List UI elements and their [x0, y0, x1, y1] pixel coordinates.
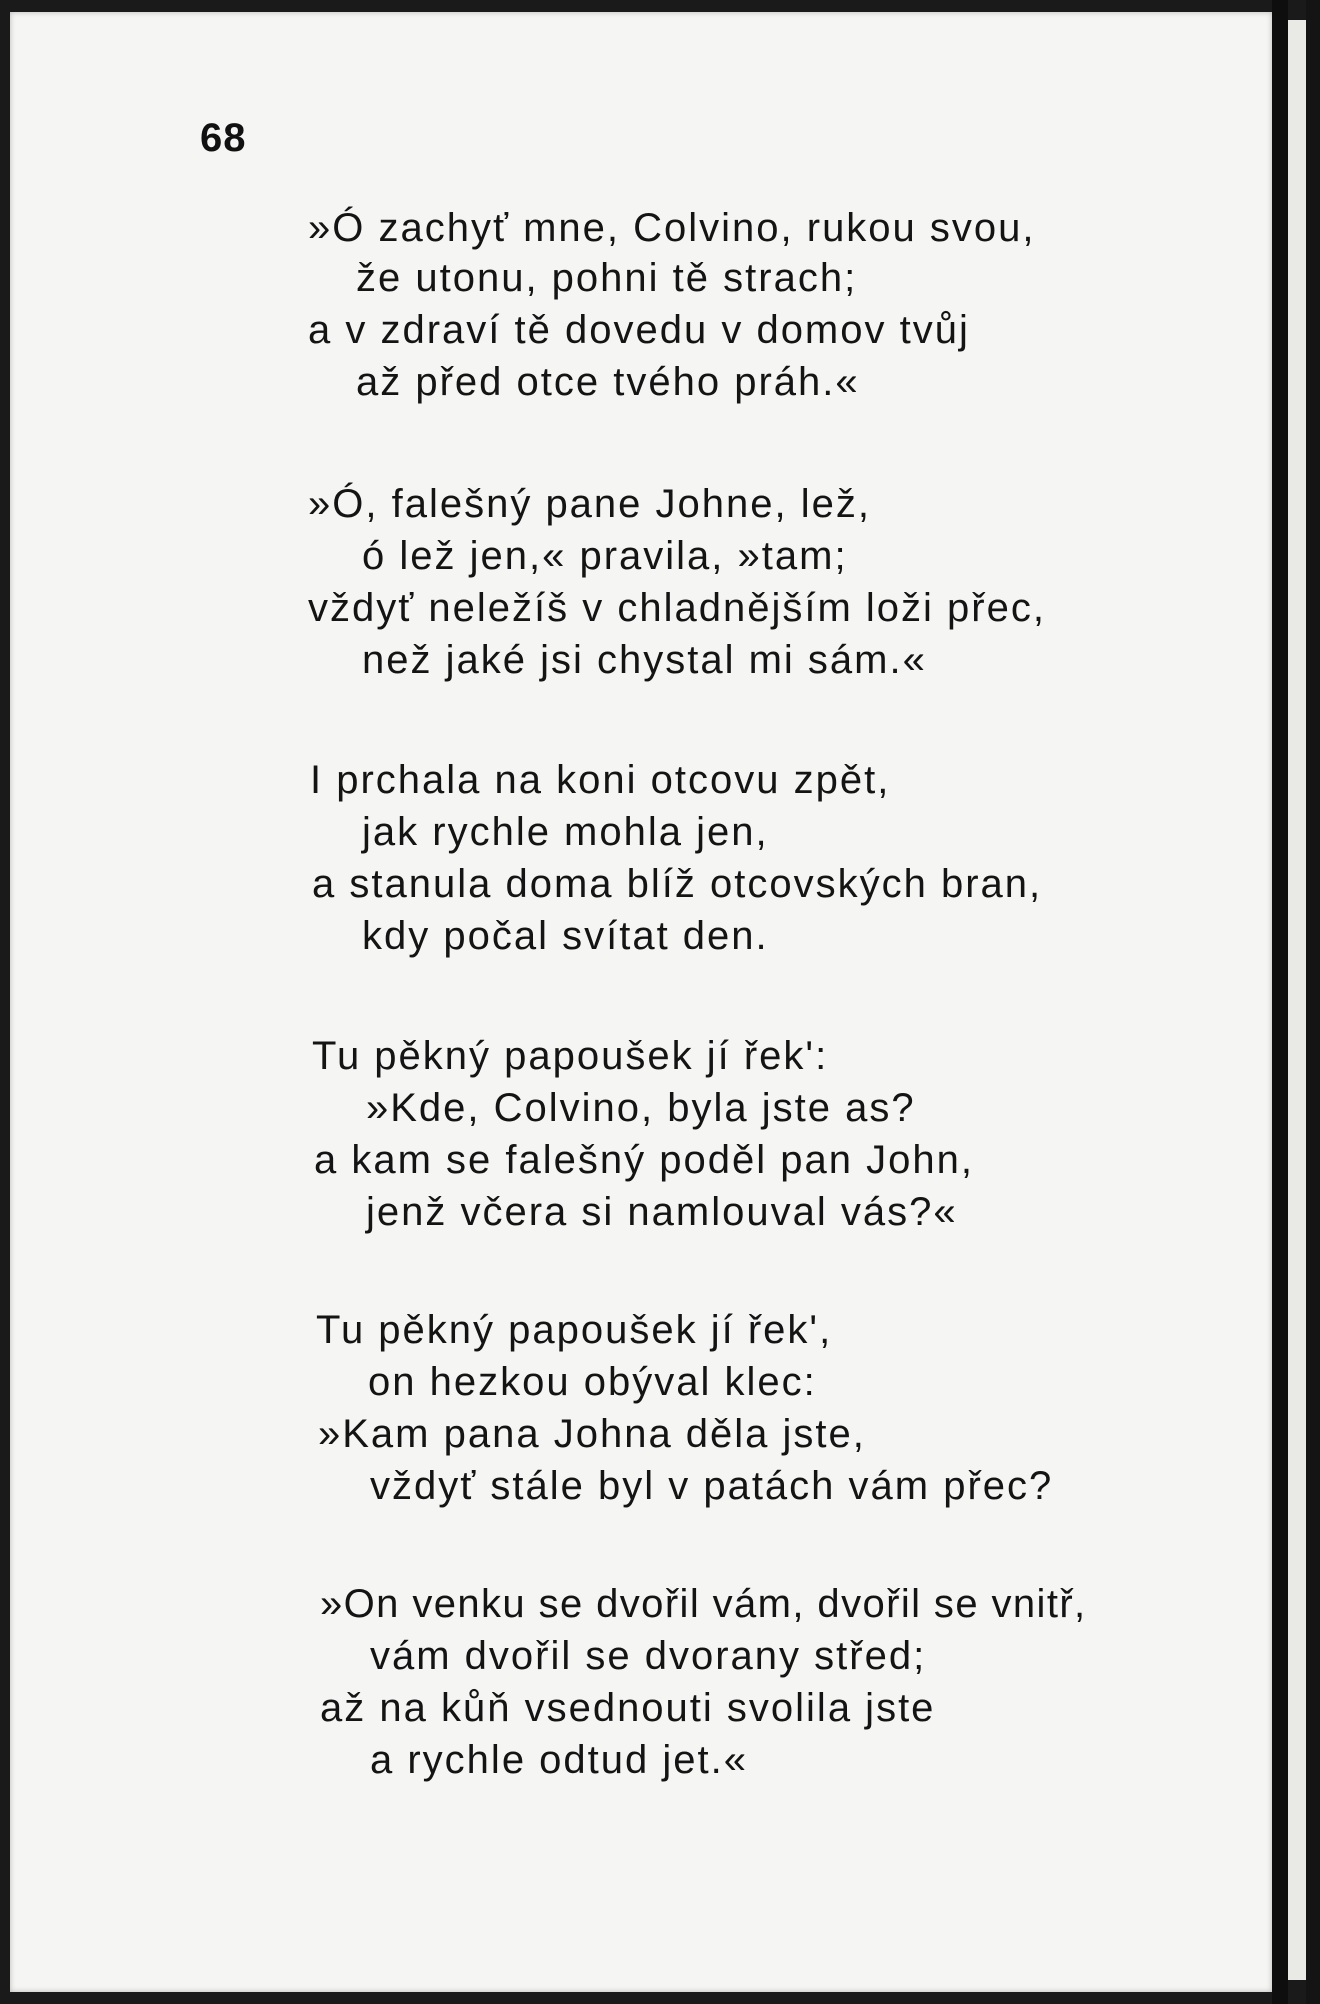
page-number: 68	[200, 116, 247, 160]
verse-line: a stanula doma blíž otcovských bran,	[312, 862, 1043, 906]
verse-line: až na kůň vsednouti svolila jste	[320, 1686, 936, 1730]
verse-line: než jaké jsi chystal mi sám.«	[362, 638, 927, 682]
verse-line: vždyť stále byl v patách vám přec?	[370, 1464, 1054, 1508]
next-page-edge	[1288, 20, 1306, 1980]
verse-line: jenž včera si namlouval vás?«	[366, 1190, 958, 1234]
verse-line: vždyť neležíš v chladnějším loži přec,	[308, 586, 1046, 630]
verse-line: I prchala na koni otcovu zpět,	[310, 758, 891, 802]
verse-line: až před otce tvého práh.«	[356, 360, 860, 404]
verse-line: vám dvořil se dvorany střed;	[370, 1634, 927, 1678]
verse-line: Tu pěkný papoušek jí řek':	[312, 1034, 829, 1078]
verse-line: ó lež jen,« pravila, »tam;	[362, 534, 848, 578]
verse-line: a kam se falešný poděl pan John,	[314, 1138, 974, 1182]
verse-line: a rychle odtud jet.«	[370, 1738, 748, 1782]
verse-line: »Ó zachyť mne, Colvino, rukou svou,	[308, 206, 1036, 250]
binding-shadow	[1272, 0, 1288, 2004]
verse-line: kdy počal svítat den.	[362, 914, 769, 958]
verse-line: že utonu, pohni tě strach;	[356, 256, 858, 300]
scan-border	[1306, 0, 1320, 2004]
verse-line: on hezkou obýval klec:	[368, 1360, 817, 1404]
verse-line: a v zdraví tě dovedu v domov tvůj	[308, 308, 970, 352]
verse-line: Tu pěkný papoušek jí řek',	[316, 1308, 833, 1352]
verse-line: »On venku se dvořil vám, dvořil se vnitř,	[320, 1582, 1087, 1626]
verse-line: »Kam pana Johna děla jste,	[318, 1412, 866, 1456]
verse-line: jak rychle mohla jen,	[362, 810, 769, 854]
verse-line: »Kde, Colvino, byla jste as?	[366, 1086, 916, 1130]
verse-line: »Ó, falešný pane Johne, lež,	[308, 482, 871, 526]
